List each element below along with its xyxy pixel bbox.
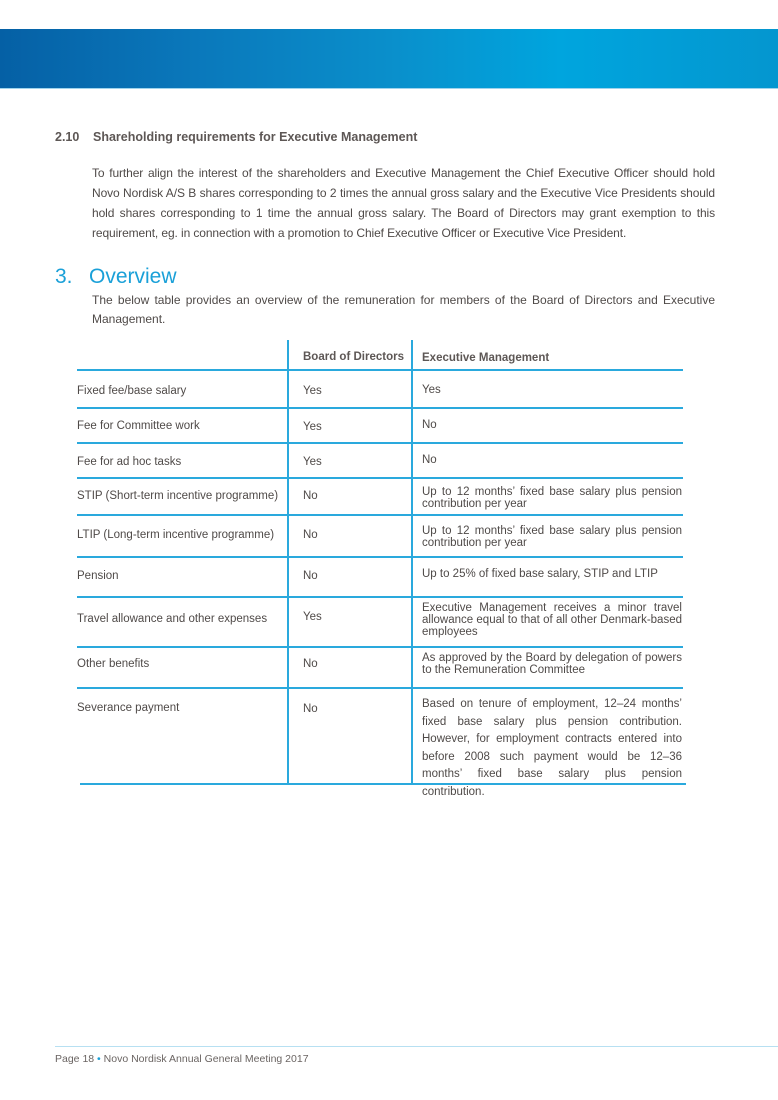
row-label: Severance payment [77, 702, 180, 714]
board-value: No [303, 490, 318, 502]
header-banner [0, 29, 778, 88]
footer-divider [55, 1046, 778, 1047]
page-footer [55, 1053, 309, 1065]
publication-title: Novo Nordisk Annual General Meeting 2017 [103, 1053, 309, 1065]
row-label: Travel allowance and other expenses [77, 613, 268, 625]
footer-separator: • [97, 1053, 101, 1065]
column-header-board: Board of Directors [303, 351, 404, 363]
row-label: Other benefits [77, 658, 150, 670]
row-label: LTIP (Long-term incentive programme) [77, 529, 275, 541]
row-divider [77, 687, 683, 689]
row-label: STIP (Short-term incentive programme) [77, 490, 279, 502]
banner-edge [0, 88, 778, 89]
row-divider [77, 442, 683, 444]
board-value: Yes [303, 456, 322, 468]
row-divider [77, 596, 683, 598]
board-value: No [303, 658, 318, 670]
section-number: 2.10 [55, 130, 80, 144]
executive-value: Executive Management receives a minor travel allowance equal to that of all other Denmark-based employees [422, 602, 682, 638]
board-value: Yes [303, 421, 322, 433]
row-divider [77, 369, 683, 371]
section-paragraph: To further align the interest of the shareholders and Executive Management the Chief Executive Officer should hold Novo Nordisk A/S B shares corresponding to 2 times the annual gross salary and the Executive Vice Presidents should hold shares corresponding to 1 time the annual gross salary. The Board of Directors may grant exemption to this requirement, eg. in connection with a promotion to Chief Executive Officer or Executive Vice President. [92, 166, 715, 240]
board-value: No [303, 570, 318, 582]
row-label: Pension [77, 570, 119, 582]
executive-value: Up to 12 months’ fixed base salary plus pension contribution per year [422, 525, 682, 549]
executive-value: No [422, 454, 437, 466]
executive-value: Up to 25% of fixed base salary, STIP and LTIP [422, 568, 658, 580]
board-value: Yes [303, 385, 322, 397]
row-label: Fee for ad hoc tasks [77, 456, 182, 468]
executive-value: As approved by the Board by delegation of powers to the Remuneration Committee [422, 652, 682, 676]
page-number: Page 18 [55, 1053, 95, 1065]
row-divider [77, 514, 683, 516]
row-label: Fixed fee/base salary [77, 385, 187, 397]
overview-heading-title: Overview [89, 265, 177, 288]
row-divider [77, 477, 683, 479]
board-value: No [303, 529, 318, 541]
overview-heading-number: 3. [55, 265, 73, 288]
row-divider [77, 407, 683, 409]
section-title: Shareholding requirements for Executive Management [93, 130, 418, 144]
board-value: Yes [303, 611, 322, 623]
overview-heading [55, 265, 177, 289]
row-divider [77, 556, 683, 558]
row-label: Fee for Committee work [77, 420, 200, 432]
executive-value: No [422, 419, 437, 431]
row-divider [77, 646, 683, 648]
executive-value: Yes [422, 384, 441, 396]
executive-value: Up to 12 months’ fixed base salary plus pension contribution per year [422, 486, 682, 510]
overview-intro: The below table provides an overview of the remuneration for members of the Board of Directors and Executive Management. [92, 293, 715, 326]
column-header-executive: Executive Management [422, 352, 550, 364]
board-value: No [303, 703, 318, 715]
executive-value: Based on tenure of employment, 12–24 months’ fixed base salary plus pension contribution. However, for employment contracts entered into before 2008 such payment would be 12–36 months’ fixed base salary plus pension contribution. [422, 698, 682, 798]
